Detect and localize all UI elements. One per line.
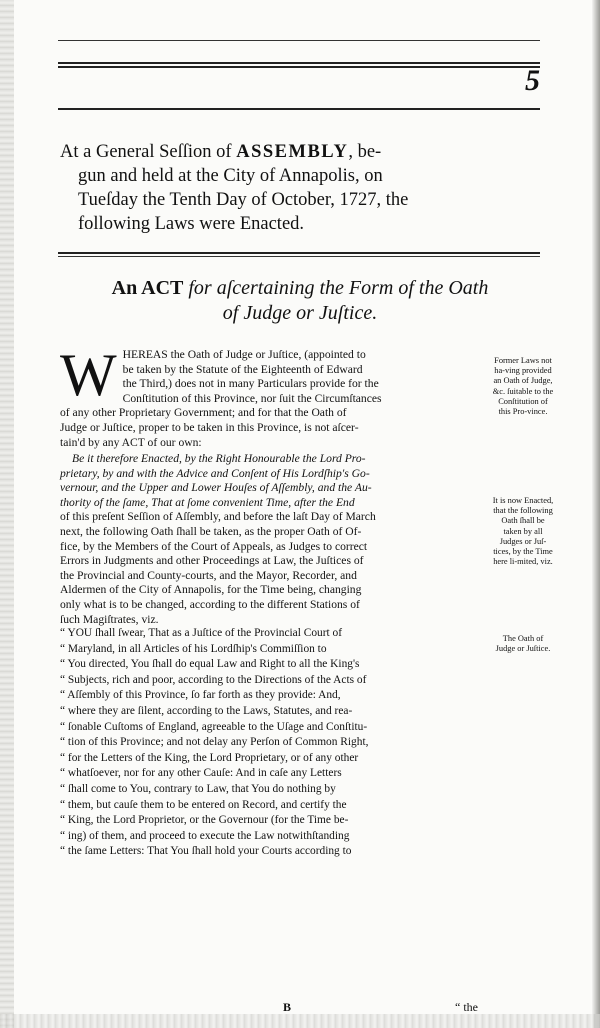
signature-mark: B (283, 1000, 292, 1014)
preamble-line: of any other Proprietary Government; and for that the Oath of (60, 406, 347, 420)
session-heading-line-3: Tueſday the Tenth Day of October, 1727, the (78, 190, 409, 210)
act-label: An ACT (111, 277, 184, 299)
oath-line: “ ſhall come to You, contrary to Law, that You do nothing by (60, 782, 336, 795)
oath-line: “ whatſoever, nor for any other Cauſe: And in caſe any Letters (60, 767, 342, 780)
session-heading-text: At a General Seſſion of (60, 142, 237, 162)
session-heading-assembly: ASSEMBLY (236, 142, 349, 162)
enactment-line: Aldermen of the City of Annapolis, for the Time being, changing (60, 583, 362, 597)
preamble-line: Conſtitution of this Province, nor ſuit the Circumſtances (122, 391, 382, 405)
enactment-line: of this preſent Seſſion of Aſſembly, and before the laſt Day of March (60, 510, 376, 524)
oath-line: “ Subjects, rich and poor, according to the Directions of the Acts of (60, 673, 367, 686)
oath-line: “ Maryland, in all Articles of his Lordſhip's Commiſſion to (60, 642, 327, 655)
session-heading-line-2: gun and held at the City of Annapolis, on (78, 166, 383, 186)
oath-line: “ where they are ſilent, according to the Laws, Statutes, and rea- (60, 704, 353, 717)
oath-line: “ You directed, You ſhall do equal Law and Right to all the King's (60, 658, 360, 671)
enactment-line: prietary, by and with the Advice and Conſent of His Lordſhip's Go- (60, 466, 370, 480)
oath-line: “ the ſame Letters: That You ſhall hold your Courts according to (60, 845, 352, 858)
oath-line: “ YOU ſhall ſwear, That as a Juſtice of the Provincial Court of (60, 627, 343, 639)
margin-note-oath: The Oath of Judge or Juſtice. (495, 634, 551, 654)
oath-line: “ for the Letters of the King, the Lord Proprietary, or of any other (60, 751, 359, 764)
enactment-line: ſuch Magiſtrates, viz. (60, 612, 159, 626)
enactment-line: Be it therefore Enacted, by the Right Honourable the Lord Pro- (72, 452, 366, 465)
page-number: 5 (525, 64, 540, 97)
section-rule-2 (58, 256, 540, 257)
catchword: “ the (455, 1000, 478, 1014)
drop-cap: W (60, 342, 117, 408)
preamble-line: be taken by the Statute of the Eighteenth of Edward (122, 362, 363, 376)
enactment-line: thority of the ſame, That at ſome convenient Time, after the End (60, 495, 355, 509)
section-rule-1 (58, 252, 540, 254)
oath-line: “ ing) of them, and proceed to execute the Law notwithſtanding (60, 829, 350, 842)
act-title (60, 276, 540, 326)
oath-line: “ King, the Lord Proprietor, or the Governour (for the Time be- (60, 814, 349, 827)
top-rule-3 (58, 66, 540, 68)
oath-line: “ Aſſembly of this Province, ſo far forth as they provide: And, (60, 689, 341, 702)
top-rule-1 (58, 40, 540, 41)
page-edge-bottom (0, 1014, 600, 1028)
oath-text (60, 626, 490, 860)
enactment-line: fice, by the Members of the Court of Appeals, as Judges to correct (60, 539, 368, 553)
preamble-line: HEREAS the Oath of Judge or Juſtice, (appointed to (122, 348, 366, 361)
preamble-paragraph (60, 342, 490, 450)
preamble-line: tain'd by any ACT of our own: (60, 435, 202, 449)
oath-line: “ ſonable Cuſtoms of England, agreeable to the Uſage and Conſtitu- (60, 720, 368, 733)
enactment-line: next, the following Oath ſhall be taken, as the proper Oath of Of- (60, 524, 362, 538)
page-edge-left (0, 0, 14, 1028)
top-rule-4 (58, 108, 540, 110)
margin-note-former-laws: Former Laws not ha-ving provided an Oath of Judge, &c. ſuitable to the Conſtitution of this Pro-vince. (492, 356, 554, 417)
session-heading-text-end: , be- (348, 142, 382, 162)
session-heading-line-4: following Laws were Enacted. (78, 214, 305, 234)
act-title-line-1 (60, 276, 540, 301)
enactment-line: Errors in Judgments and other Proceedings at Law, the Juſtices of (60, 554, 364, 568)
act-title-text: for aſcertaining the Form of the Oath (183, 277, 489, 299)
session-heading-line-1 (60, 140, 480, 164)
margin-note-enacted: It is now Enacted, that the following Oath ſhall be taken by all Judges or Juſ-tices, by the Time here li-mited, viz. (492, 496, 554, 567)
enactment-paragraph (60, 452, 490, 627)
enactment-line: the Provincial and County-courts, and the Mayor, Recorder, and (60, 568, 357, 582)
top-rule-2 (58, 62, 540, 64)
enactment-line: only what is to be changed, according to the different Stations of (60, 597, 360, 611)
act-title-line-2: of Judge or Juſtice. (222, 302, 378, 324)
page-edge-right (592, 0, 600, 1028)
enactment-line: vernour, and the Upper and Lower Houſes of Aſſembly, and the Au- (60, 481, 372, 495)
oath-line: “ tion of this Province; and not delay any Perſon of Common Right, (60, 736, 369, 749)
preamble-line: Judge or Juſtice, proper to be taken in this Province, is not aſcer- (60, 420, 359, 434)
oath-line: “ them, but cauſe them to be entered on Record, and certify the (60, 798, 347, 811)
preamble-line: the Third,) does not in many Particulars provide for the (122, 377, 379, 391)
session-heading (60, 140, 480, 236)
